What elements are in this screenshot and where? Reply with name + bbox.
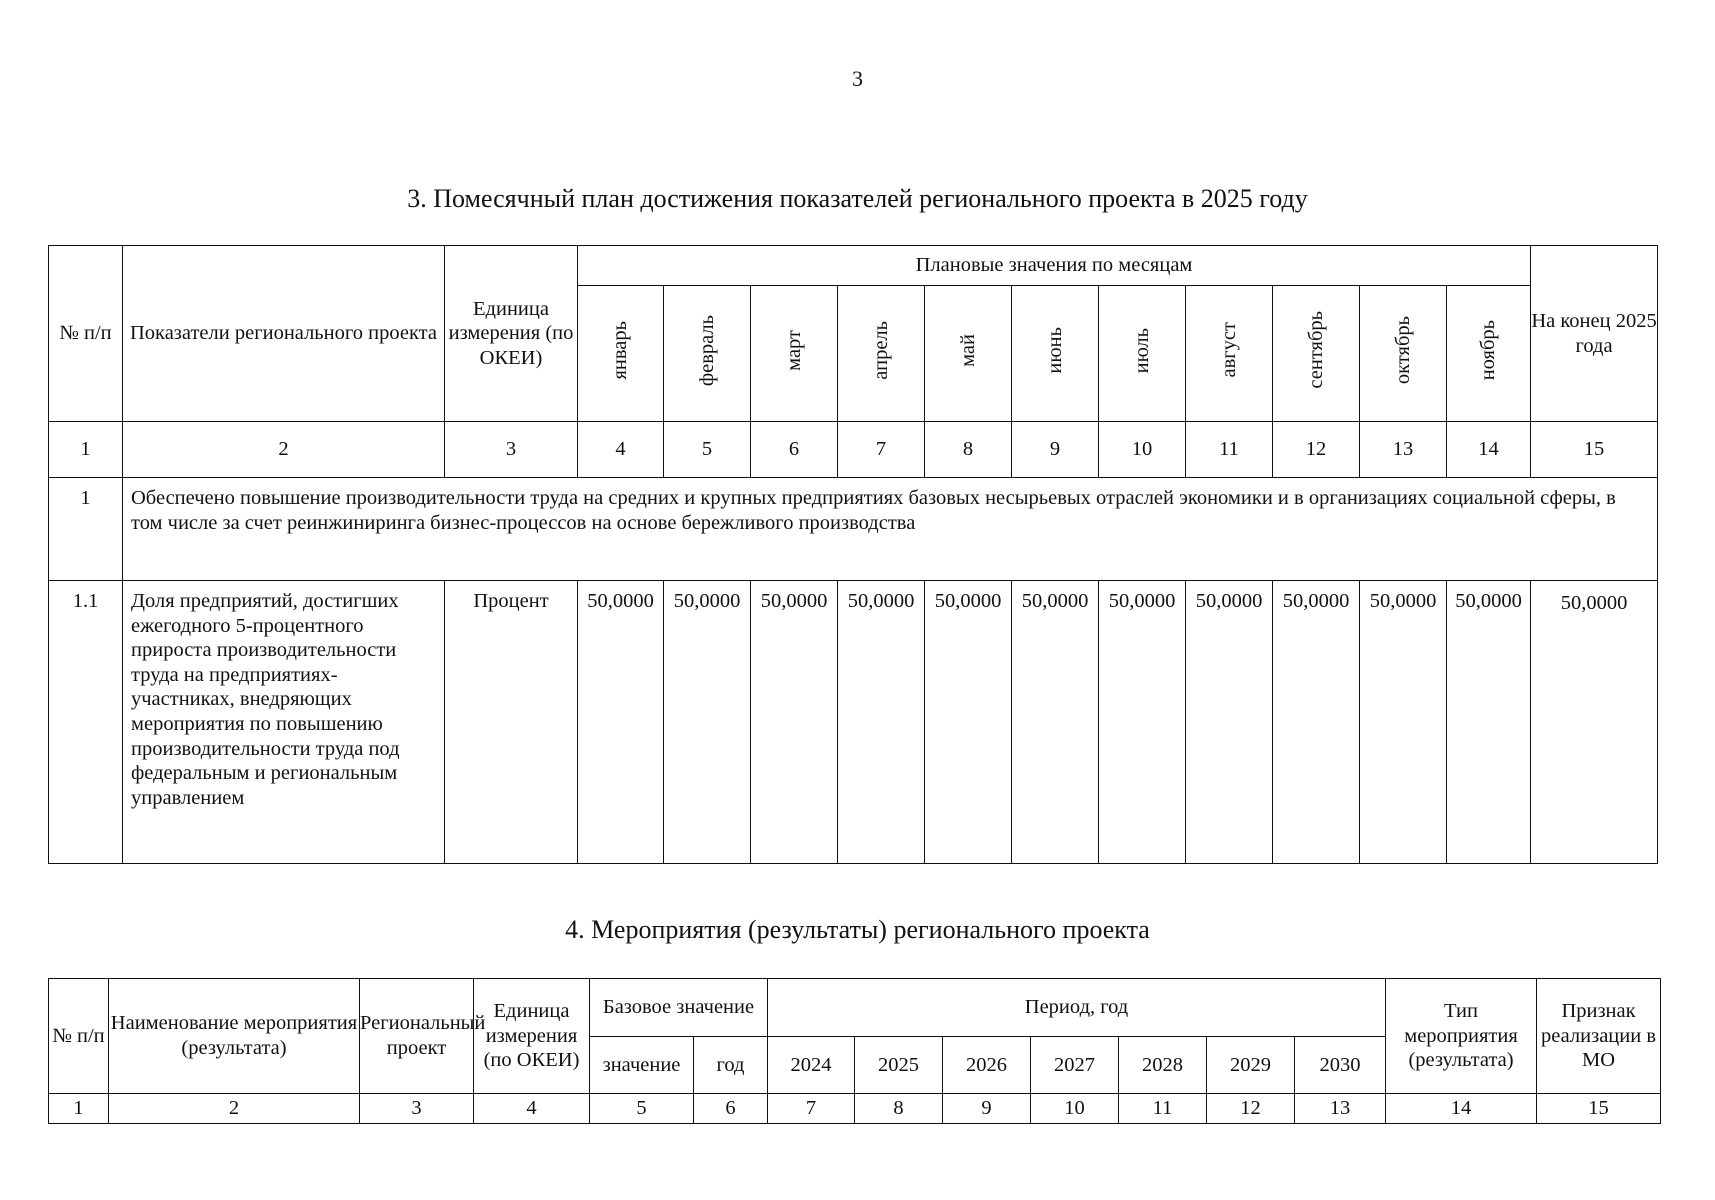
monthly-value: 50,0000 xyxy=(578,581,664,864)
monthly-value: 50,0000 xyxy=(664,581,751,864)
column-number: 11 xyxy=(1186,422,1273,478)
header-base: Базовое значение xyxy=(590,979,768,1037)
month-header: июль xyxy=(1130,327,1153,373)
month-header: август xyxy=(1217,322,1240,378)
year-header: 2029 xyxy=(1207,1037,1295,1094)
column-number: 5 xyxy=(590,1094,694,1124)
year-header: 2030 xyxy=(1295,1037,1386,1094)
column-number: 8 xyxy=(925,422,1012,478)
header-type: Тип мероприятия (результата) xyxy=(1386,979,1537,1094)
page-number: 3 xyxy=(852,66,863,91)
column-number: 1 xyxy=(49,1094,109,1124)
monthly-value: 50,0000 xyxy=(1099,581,1186,864)
indicator-unit: Процент xyxy=(445,581,578,864)
activities-table xyxy=(48,978,1661,1124)
column-number: 5 xyxy=(664,422,751,478)
column-number: 4 xyxy=(474,1094,590,1124)
column-number: 12 xyxy=(1207,1094,1295,1124)
monthly-value: 50,0000 xyxy=(838,581,925,864)
header-mo: Признак реализации в МО xyxy=(1537,979,1661,1094)
column-number: 6 xyxy=(694,1094,768,1124)
column-number: 4 xyxy=(578,422,664,478)
month-header: март xyxy=(782,329,805,371)
indicator-number: 1.1 xyxy=(49,581,123,864)
column-number: 3 xyxy=(445,422,578,478)
header-base-year: год xyxy=(694,1037,768,1094)
monthly-value: 50,0000 xyxy=(1273,581,1360,864)
header-base-value: значение xyxy=(590,1037,694,1094)
year-header: 2025 xyxy=(855,1037,943,1094)
column-number: 13 xyxy=(1360,422,1447,478)
header-project: Региональный проект xyxy=(360,979,474,1094)
column-number: 1 xyxy=(49,422,123,478)
month-header: май xyxy=(956,333,979,367)
column-number: 14 xyxy=(1447,422,1531,478)
month-header: ноябрь xyxy=(1477,320,1500,381)
column-number: 7 xyxy=(768,1094,855,1124)
header-end: На конец 2025 года xyxy=(1531,246,1658,422)
column-number: 14 xyxy=(1386,1094,1537,1124)
column-number: 11 xyxy=(1119,1094,1207,1124)
month-header: январь xyxy=(609,320,632,380)
header-period: Период, год xyxy=(768,979,1386,1037)
column-number: 9 xyxy=(1012,422,1099,478)
indicator-name: Доля предприятий, достигших ежегодного 5-процентного прироста производительности труда на предприятиях-участниках, внедряющих мероприятия по повышению производительности труда под федеральным и региональным управлением xyxy=(123,581,445,864)
goal-number: 1 xyxy=(49,478,123,581)
header-num: № п/п xyxy=(49,979,109,1094)
column-number: 13 xyxy=(1295,1094,1386,1124)
month-header: июнь xyxy=(1043,326,1066,374)
column-number: 12 xyxy=(1273,422,1360,478)
header-indicator: Показатели регионального проекта xyxy=(123,246,445,422)
monthly-plan-table xyxy=(48,245,1658,864)
column-number: 10 xyxy=(1099,422,1186,478)
column-number: 15 xyxy=(1531,422,1658,478)
column-number: 2 xyxy=(109,1094,360,1124)
year-header: 2024 xyxy=(768,1037,855,1094)
monthly-value: 50,0000 xyxy=(1360,581,1447,864)
month-header: февраль xyxy=(695,314,718,386)
section-3-title: 3. Помесячный план достижения показателей регионального проекта в 2025 году xyxy=(407,184,1308,213)
header-name: Наименование мероприятия (результата) xyxy=(109,979,360,1094)
column-number: 9 xyxy=(943,1094,1031,1124)
column-number: 10 xyxy=(1031,1094,1119,1124)
year-header: 2027 xyxy=(1031,1037,1119,1094)
month-header: апрель xyxy=(869,320,892,380)
monthly-value: 50,0000 xyxy=(751,581,838,864)
column-number: 3 xyxy=(360,1094,474,1124)
end-value: 50,0000 xyxy=(1531,581,1658,864)
header-unit: Единица измерения (по ОКЕИ) xyxy=(474,979,590,1094)
year-header: 2028 xyxy=(1119,1037,1207,1094)
monthly-value: 50,0000 xyxy=(1186,581,1273,864)
header-unit: Единица измерения (по ОКЕИ) xyxy=(445,246,578,422)
month-header: сентябрь xyxy=(1304,311,1327,389)
section-4-title: 4. Мероприятия (результаты) регионального проекта xyxy=(565,915,1150,944)
month-header: октябрь xyxy=(1391,316,1414,385)
header-monthly: Плановые значения по месяцам xyxy=(578,246,1531,286)
column-number: 2 xyxy=(123,422,445,478)
goal-text: Обеспечено повышение производительности труда на средних и крупных предприятиях базовых несырьевых отраслей экономики и в организациях социальной сферы, в том числе за счет реинжиниринга бизнес-процессов на основе бережливого производства xyxy=(123,478,1658,581)
monthly-value: 50,0000 xyxy=(925,581,1012,864)
year-header: 2026 xyxy=(943,1037,1031,1094)
monthly-value: 50,0000 xyxy=(1447,581,1531,864)
column-number: 8 xyxy=(855,1094,943,1124)
column-number: 15 xyxy=(1537,1094,1661,1124)
monthly-value: 50,0000 xyxy=(1012,581,1099,864)
column-number: 7 xyxy=(838,422,925,478)
header-num: № п/п xyxy=(49,246,123,422)
column-number: 6 xyxy=(751,422,838,478)
